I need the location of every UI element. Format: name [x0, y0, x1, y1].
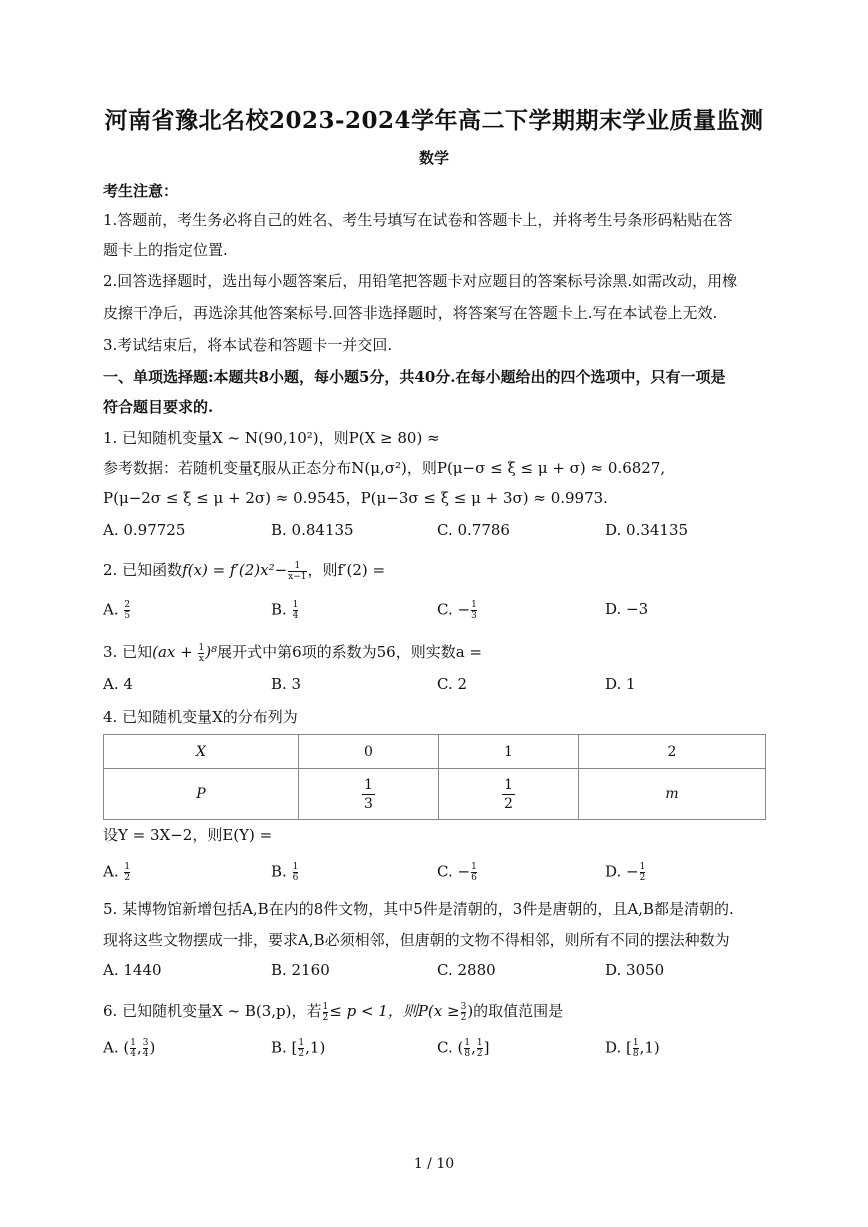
fraction	[323, 1002, 329, 1023]
table-cell: 2	[579, 735, 766, 769]
fraction	[477, 1038, 483, 1059]
option-label: B.	[271, 862, 287, 881]
numerator: 1	[198, 642, 205, 653]
numerator: 1	[639, 862, 646, 872]
option-c	[437, 862, 478, 883]
formula: )⁸	[205, 643, 218, 661]
option-label: D. [	[605, 1038, 632, 1057]
table-cell	[439, 769, 579, 820]
denominator: 4	[292, 611, 299, 621]
numerator: 1	[130, 1038, 136, 1048]
numerator: 1	[292, 862, 299, 872]
option-d: D. 0.34135	[605, 521, 689, 539]
option-label: C. (	[437, 1038, 464, 1057]
numerator: 3	[142, 1038, 149, 1048]
option-label: C.	[437, 862, 453, 881]
fraction	[502, 776, 515, 813]
denominator: 4	[130, 1049, 136, 1059]
option-b: B. 0.84135	[271, 521, 354, 539]
option-d	[605, 862, 646, 883]
question-5-stem-cont: 现将这些文物摆成一排，要求A,B必须相邻，但唐朝的文物不得相邻，则所有不同的摆法种数为	[103, 931, 730, 949]
option-a: A. 1440	[103, 961, 162, 979]
option-d: D. −3	[605, 600, 649, 618]
table-row	[104, 735, 766, 769]
section-heading: 一、单项选择题:本题共8小题，每小题5分，共40分.在每小题给出的四个选项中，只有一项是	[103, 368, 726, 386]
numerator: 1	[298, 1038, 305, 1048]
fraction	[198, 643, 204, 664]
denominator: 4	[142, 1049, 149, 1059]
question-6-stem	[103, 1000, 563, 1023]
section-heading-cont: 符合题目要求的.	[103, 398, 214, 416]
option-c: C. ( $\frac{1}{8}$ , $\frac{1}{2}$ ]	[437, 1038, 490, 1059]
option-a	[103, 862, 131, 883]
table-cell: P	[104, 769, 299, 820]
fraction	[633, 1038, 639, 1059]
stem-text: ，则f′(2) =	[307, 561, 386, 579]
denominator: 2	[322, 1012, 329, 1023]
numerator: 1	[294, 560, 301, 571]
option-label: A.	[103, 600, 119, 619]
stem-text: 展开式中第6项的系数为56，则实数a =	[217, 643, 482, 661]
fraction	[293, 862, 299, 883]
table-row	[104, 769, 766, 820]
denominator: 8	[464, 1049, 471, 1059]
denominator: 2	[476, 1049, 483, 1059]
fraction	[124, 600, 130, 621]
question-1-ref: P(μ−2σ ≤ ξ ≤ μ + 2σ) ≈ 0.9545，P(μ−3σ ≤ ξ ≤ μ + 3σ) ≈ 0.9973.	[103, 489, 608, 507]
denominator: 3	[471, 611, 477, 621]
minus-sign: −	[457, 600, 471, 619]
fraction	[293, 600, 299, 621]
option-label: B.	[271, 600, 287, 619]
numerator: 1	[471, 862, 477, 872]
fraction	[471, 862, 477, 883]
question-4-stem: 4. 已知随机变量X的分布列为	[103, 708, 298, 726]
fraction	[143, 1038, 149, 1059]
fraction	[124, 862, 130, 883]
question-2-stem	[103, 559, 385, 582]
denominator: x	[198, 653, 204, 664]
numerator: 1	[364, 776, 373, 793]
option-a: A. 4	[103, 675, 133, 693]
question-1-ref: 参考数据：若随机变量ξ服从正态分布N(μ,σ²)，则P(μ−σ ≤ ξ ≤ μ + σ) ≈ 0.6827,	[103, 459, 666, 477]
question-1-stem: 1. 已知随机变量X ~ N(90,10²)，则P(X ≥ 80) ≈	[103, 429, 440, 447]
formula: (ax +	[152, 643, 198, 661]
notice-line: 皮擦干净后，再选涂其他答案标号.回答非选择题时，将答案写在答题卡上.写在本试卷上无效.	[103, 304, 718, 322]
stem-text: 3. 已知	[103, 643, 153, 661]
notice-line: 1.答题前，考生务必将自己的姓名、考生号填写在试卷和答题卡上，并将考生号条形码粘贴在答	[103, 211, 733, 229]
fraction	[464, 1038, 470, 1059]
numerator: 1	[124, 862, 131, 872]
minus-sign: −	[457, 862, 471, 881]
numerator: 1	[476, 1038, 483, 1048]
minus-sign: −	[626, 862, 639, 881]
denominator: 2	[298, 1049, 305, 1059]
numerator: 1	[632, 1038, 639, 1048]
denominator: 8	[632, 1049, 639, 1059]
denominator: 2	[504, 795, 513, 812]
bracket: )	[149, 1038, 156, 1057]
denominator: 2	[639, 873, 646, 883]
fraction	[362, 776, 375, 813]
table-cell: X	[104, 735, 299, 769]
formula: f(x) = f′(2)x²−	[182, 561, 288, 579]
option-label: A. (	[103, 1038, 130, 1057]
option-b	[271, 862, 299, 883]
numerator: 3	[460, 1001, 467, 1012]
formula: ≤ p < 1，则P(x ≥	[329, 1002, 460, 1020]
option-c: C. 0.7786	[437, 521, 510, 539]
numerator: 1	[292, 600, 299, 610]
option-d: D. 1	[605, 675, 636, 693]
notice-heading: 考生注意：	[103, 182, 179, 200]
question-5-stem: 5. 某博物馆新增包括A,B在内的8件文物，其中5件是清朝的，3件是唐朝的，且A,B都是清朝的.	[103, 900, 734, 918]
fraction	[130, 1038, 136, 1059]
numerator: 1	[471, 600, 477, 610]
option-c: C. 2880	[437, 961, 496, 979]
option-b: B. 3	[271, 675, 302, 693]
question-4-follow: 设Y = 3X−2，则E(Y) =	[103, 826, 273, 844]
table-cell: m	[579, 769, 766, 820]
option-c: C. 2	[437, 675, 468, 693]
question-3-stem	[103, 641, 482, 664]
stem-text: 2. 已知函数	[103, 561, 183, 579]
option-b	[271, 600, 299, 621]
bracket: ,1)	[305, 1038, 326, 1057]
fraction	[288, 561, 306, 582]
option-a: A. ( $\frac{1}{4}$ , $\frac{3}{4}$ )	[103, 1038, 156, 1059]
numerator: 1	[504, 776, 513, 793]
denominator: 5	[124, 611, 131, 621]
notice-line: 2.回答选择题时，选出每小题答案后，用铅笔把答题卡对应题目的答案标号涂黑.如需改动，用橡	[103, 272, 738, 290]
option-d	[605, 1038, 660, 1059]
denominator: 6	[471, 873, 477, 883]
denominator: 2	[460, 1012, 467, 1023]
stem-text: )的取值范围是	[467, 1002, 564, 1020]
option-c	[437, 600, 478, 621]
denominator: 2	[124, 873, 131, 883]
bracket: ,1)	[639, 1038, 660, 1057]
numerator: 1	[464, 1038, 471, 1048]
bracket: ]	[483, 1038, 490, 1057]
table-cell: 0	[299, 735, 439, 769]
fraction	[640, 862, 646, 883]
fraction	[461, 1002, 467, 1023]
subject-title: 数学	[418, 149, 449, 167]
option-label: A.	[103, 862, 119, 881]
denominator: x−1	[288, 571, 307, 582]
option-label: D.	[605, 862, 622, 881]
fraction	[471, 600, 477, 621]
option-b	[271, 1038, 325, 1059]
denominator: 3	[364, 795, 373, 812]
option-b: B. 2160	[271, 961, 330, 979]
option-label: C.	[437, 600, 453, 619]
table-cell	[299, 769, 439, 820]
option-a: A. 0.97725	[103, 521, 186, 539]
notice-line: 3.考试结束后，将本试卷和答题卡一并交回.	[103, 336, 393, 354]
numerator: 2	[124, 600, 131, 610]
denominator: 6	[292, 873, 299, 883]
table-cell: 1	[439, 735, 579, 769]
option-label: B. [	[271, 1038, 298, 1057]
page-number: 1 / 10	[413, 1156, 455, 1172]
distribution-table	[103, 734, 766, 820]
option-d: D. 3050	[605, 961, 665, 979]
page-title: 河南省豫北名校2023-2024学年高二下学期期末学业质量监测	[104, 107, 764, 134]
notice-line: 题卡上的指定位置.	[103, 241, 228, 259]
numerator: 1	[322, 1001, 329, 1012]
fraction	[298, 1038, 304, 1059]
option-a	[103, 600, 131, 621]
stem-text: 6. 已知随机变量X ~ B(3,p)，若	[103, 1002, 322, 1020]
